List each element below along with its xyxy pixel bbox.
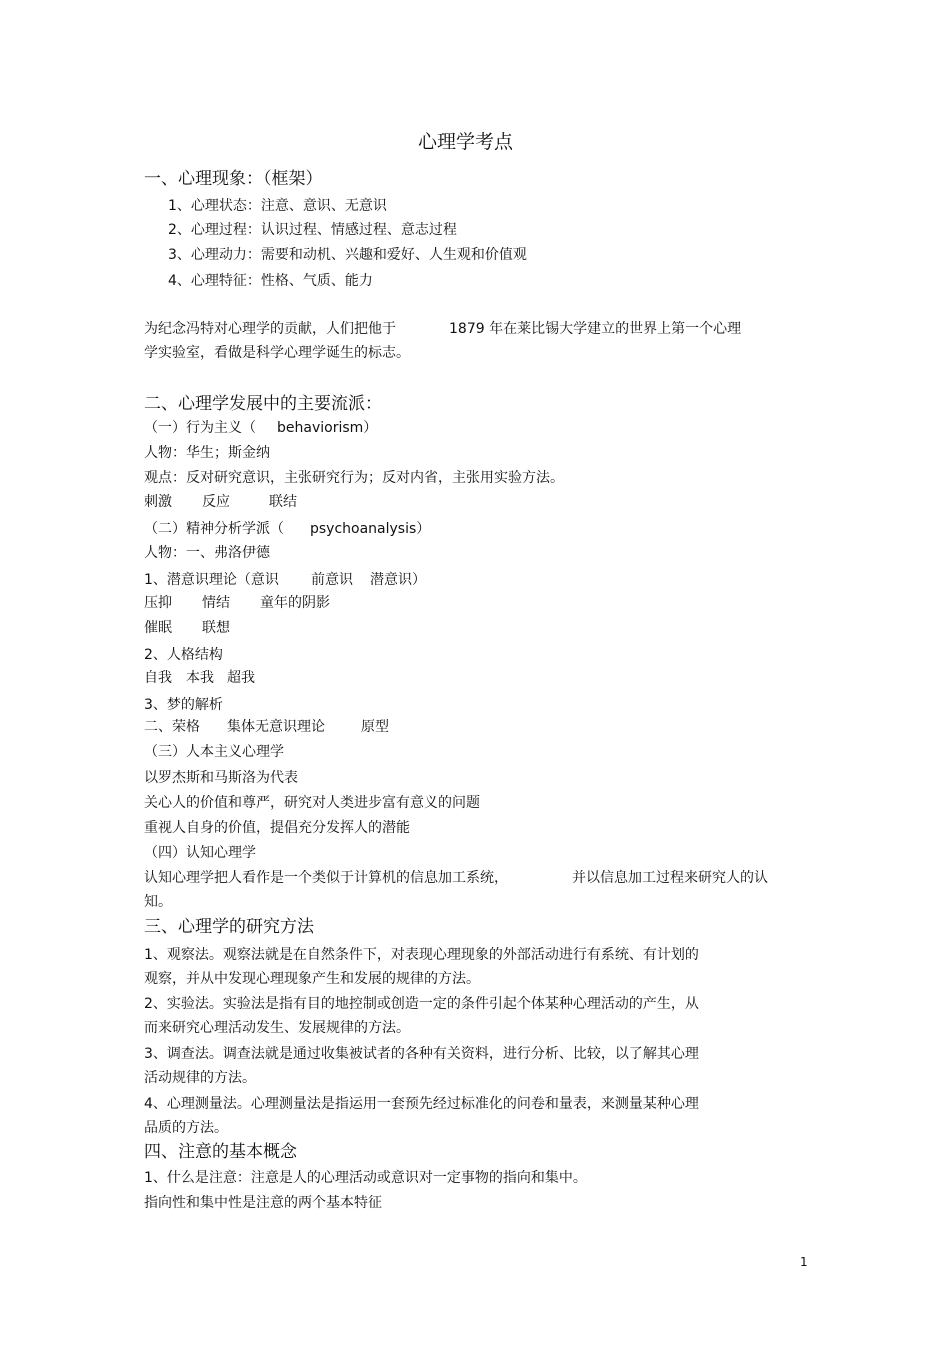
paragraph-text: 1、观察法。观察法就是在自然条件下，对表现心理现象的外部活动进行有系统、有计划的 xyxy=(144,947,699,963)
term: 刺激 xyxy=(144,494,172,510)
term: 情结 xyxy=(202,595,230,611)
paragraph-text: 指向性和集中性是注意的两个基本特征 xyxy=(144,1195,382,1211)
paragraph-text: 1、潜意识理论（意识 xyxy=(144,572,279,588)
paragraph-text: 活动规律的方法。 xyxy=(144,1070,256,1086)
paragraph-text: 并以信息加工过程来研究人的认 xyxy=(572,870,768,886)
subheading: （三）人本主义心理学 xyxy=(144,744,284,760)
term: 压抑 xyxy=(144,595,172,611)
list-item: 3、心理动力：需要和动机、兴趣和爱好、人生观和价值观 xyxy=(168,247,527,263)
paragraph-text: 认知心理学把人看作是一个类似于计算机的信息加工系统， xyxy=(144,870,508,886)
list-item: 4、心理特征：性格、气质、能力 xyxy=(168,273,373,289)
page-title: 心理学考点 xyxy=(418,131,514,153)
paragraph-text: 观点：反对研究意识，主张研究行为；反对内省，主张用实验方法。 xyxy=(144,470,564,486)
section-heading-3: 三、心理学的研究方法 xyxy=(144,917,314,937)
subheading: （二）精神分析学派（ xyxy=(144,521,284,537)
paragraph-text: 人物：华生；斯金纳 xyxy=(144,445,270,461)
paragraph-text: 而来研究心理活动发生、发展规律的方法。 xyxy=(144,1020,410,1036)
paragraph-text: 3、调查法。调查法就是通过收集被试者的各种有关资料，进行分析、比较，以了解其心理 xyxy=(144,1046,699,1062)
paragraph-text: 品质的方法。 xyxy=(144,1120,228,1136)
paragraph-text: 4、心理测量法。心理测量法是指运用一套预先经过标准化的问卷和量表，来测量某种心理 xyxy=(144,1096,699,1112)
paragraph-text: 3、梦的解析 xyxy=(144,697,223,713)
term: 本我 xyxy=(186,670,214,686)
page-number: 1 xyxy=(800,1255,808,1269)
term: 超我 xyxy=(227,670,255,686)
section-heading-2: 二、心理学发展中的主要流派： xyxy=(144,394,382,414)
paragraph-text: 2、人格结构 xyxy=(144,647,223,663)
subheading: psychoanalysis） xyxy=(310,521,431,537)
list-item: 2、心理过程：认识过程、情感过程、意志过程 xyxy=(168,222,457,238)
section-heading-4: 四、注意的基本概念 xyxy=(144,1142,297,1162)
term: 童年的阴影 xyxy=(260,595,330,611)
list-item: 1、心理状态：注意、意识、无意识 xyxy=(168,198,387,214)
subheading: behaviorism） xyxy=(277,420,378,436)
subheading: （一）行为主义（ xyxy=(144,420,256,436)
term: 原型 xyxy=(361,719,389,735)
paragraph-text: 关心人的价值和尊严，研究对人类进步富有意义的问题 xyxy=(144,795,480,811)
paragraph-text: 1、什么是注意：注意是人的心理活动或意识对一定事物的指向和集中。 xyxy=(144,1170,587,1186)
term: 集体无意识理论 xyxy=(227,719,325,735)
term: 联结 xyxy=(269,494,297,510)
paragraph-text: 潜意识） xyxy=(370,572,426,588)
paragraph-text: 为纪念冯特对心理学的贡献，人们把他于 xyxy=(144,321,396,337)
paragraph-text: 2、实验法。实验法是指有目的地控制或创造一定的条件引起个体某种心理活动的产生，从 xyxy=(144,996,699,1012)
paragraph-text: 以罗杰斯和马斯洛为代表 xyxy=(144,770,298,786)
paragraph-text: 人物：一、弗洛伊德 xyxy=(144,545,270,561)
term: 联想 xyxy=(202,620,230,636)
paragraph-text: 观察，并从中发现心理现象产生和发展的规律的方法。 xyxy=(144,971,480,987)
paragraph-text: 知。 xyxy=(144,894,172,910)
paragraph-text: 1879 年在莱比锡大学建立的世界上第一个心理 xyxy=(449,321,742,337)
term: 催眠 xyxy=(144,620,172,636)
term: 二、荣格 xyxy=(144,719,200,735)
term: 自我 xyxy=(144,670,172,686)
subheading: （四）认知心理学 xyxy=(144,845,256,861)
section-heading-1: 一、心理现象：（框架） xyxy=(144,169,323,189)
term: 反应 xyxy=(202,494,230,510)
paragraph-text: 重视人自身的价值，提倡充分发挥人的潜能 xyxy=(144,820,410,836)
paragraph-text: 前意识 xyxy=(311,572,353,588)
paragraph-text: 学实验室，看做是科学心理学诞生的标志。 xyxy=(144,345,410,361)
